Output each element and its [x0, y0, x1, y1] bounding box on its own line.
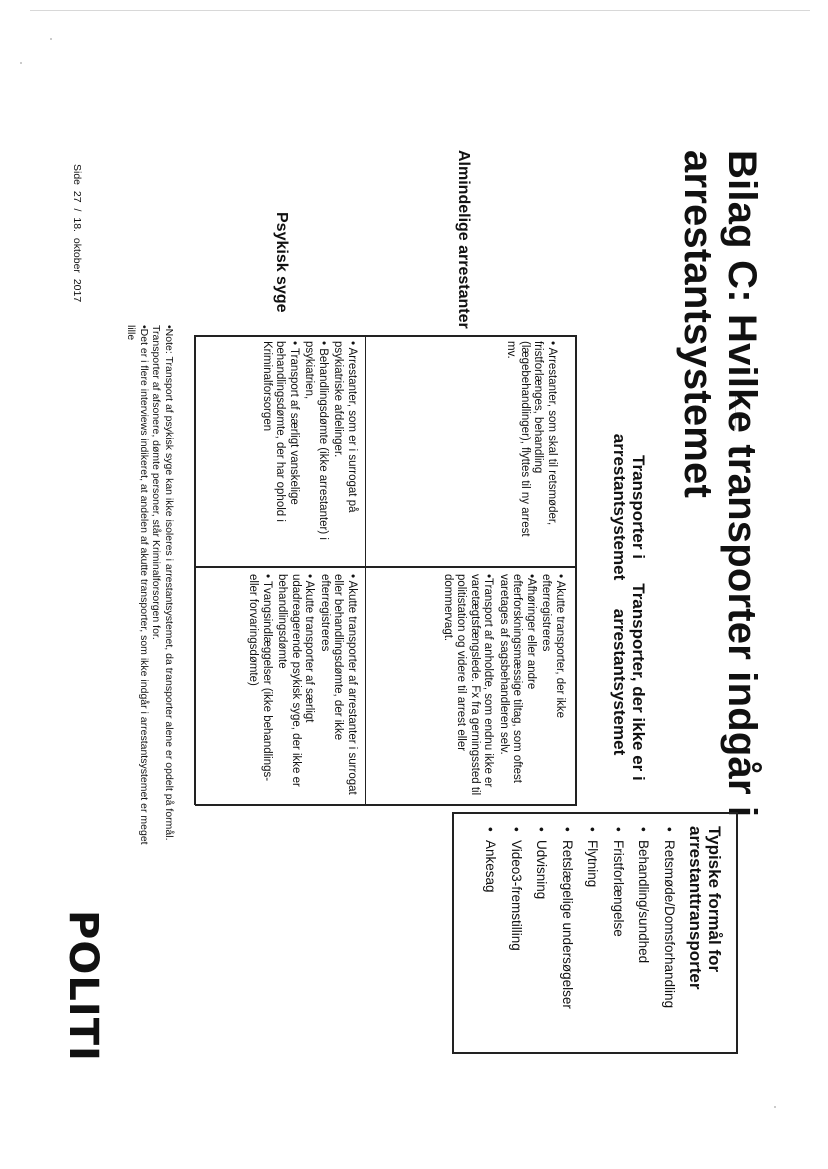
note-line: •Det er i flere interviews indikeret, at andelen af akutte transporter, som ikke indgår i arrestantsystemet er meget lille	[125, 325, 150, 845]
cell-ordinary-not-in-system	[439, 574, 567, 796]
table-left-border	[195, 335, 577, 337]
list-item: • Ankesag	[483, 840, 499, 1042]
cell-text: •Afhøringer eller andre efterforskningsmæssige tiltag, som oftest varetages af sagsbehandleren selv.	[498, 574, 537, 783]
cell-mentally-ill-in-system	[258, 341, 359, 557]
purposes-box	[452, 812, 738, 1054]
table-column-divider	[195, 566, 577, 568]
cell-text: • Transport af særligt vanskelige behandlingsdømte, der har ophold i Kriminalforsorgen	[261, 341, 300, 522]
page-title: Bilag C: Hvilke transporter indgår i arrestantsystemet	[676, 150, 764, 818]
list-item: • Retsmøde/Domsforhandling	[662, 840, 678, 1042]
list-item: • Retslægelige undersøgelser	[560, 840, 576, 1042]
note-line: •Note: Transport af psykisk syge kan ikke isoleres i arrestantsystemet, da transporter alene er opdelt på formål. Transporter af afsonere, dømte personer, står Kriminalforsorgen for.	[150, 325, 175, 841]
list-item: • Video3-fremstilling	[509, 840, 525, 1042]
table-notes	[125, 325, 175, 855]
cell-text: • Akutte transporter af særligt udadreagerende psykisk syge, der ikke er behandlingsdømte	[276, 574, 316, 787]
cell-text: • Behandlingsdømte (ikke arrestanter) i psykiatrien,	[303, 341, 329, 540]
table-row-divider	[365, 335, 366, 805]
table-right-border	[195, 804, 577, 806]
table-top-border	[576, 335, 578, 805]
list-item: • Flytning	[585, 840, 601, 1042]
cell-text: •Transport af anholdte, som endnu ikke er varetægtsfængslede. Fx fra gerningssted til politistation og videre til arrest eller dommervagt.	[442, 574, 495, 796]
list-item: • Udvisning	[534, 840, 550, 1042]
cell-text: • Tvangsindlæggelser (ikke behandlings- eller forvaringsdømte)	[247, 574, 273, 782]
purposes-list	[483, 826, 677, 1042]
column-header-not-in-system-text: Transporter, der ikke er i arrestantsystemet	[610, 583, 648, 781]
page-footer: Side 27 / 18. oktober 2017	[71, 164, 83, 303]
purposes-box-title: Typiske formål for arrestanttransporter	[686, 826, 724, 990]
table-bottom-border	[195, 335, 197, 805]
cell-text: • Arrestanter, som skal til retsmøder, fristforlænges, behandling (lægebehandlinger), flyttes til ny arrest mv.	[505, 341, 558, 537]
cell-text: • Akutte transporter, der ikke efterregistreres	[540, 574, 566, 719]
cell-ordinary-in-system	[502, 341, 558, 557]
column-header-not-in-system	[610, 566, 648, 798]
list-item: • Fristforlængelse	[611, 840, 627, 1042]
row-header-mentally-ill: Psykisk syge	[273, 212, 290, 313]
cell-text: • Arrestanter, som er i surrogat på psykiatriske afdelinger.	[332, 341, 358, 513]
column-header-in-system: Transporter i arrestantsystemet	[610, 433, 648, 581]
cell-mentally-ill-not-in-system	[244, 574, 358, 796]
cell-text: • Akutte transporter af arrestanter i surrogat eller behandlingsdømte, der ikke efterregistreres	[319, 574, 358, 795]
politi-logo: POLITI	[60, 910, 106, 1062]
row-header-ordinary-arrestees: Almindelige arrestanter	[455, 150, 472, 329]
list-item: • Behandling/sundhed	[636, 840, 652, 1042]
